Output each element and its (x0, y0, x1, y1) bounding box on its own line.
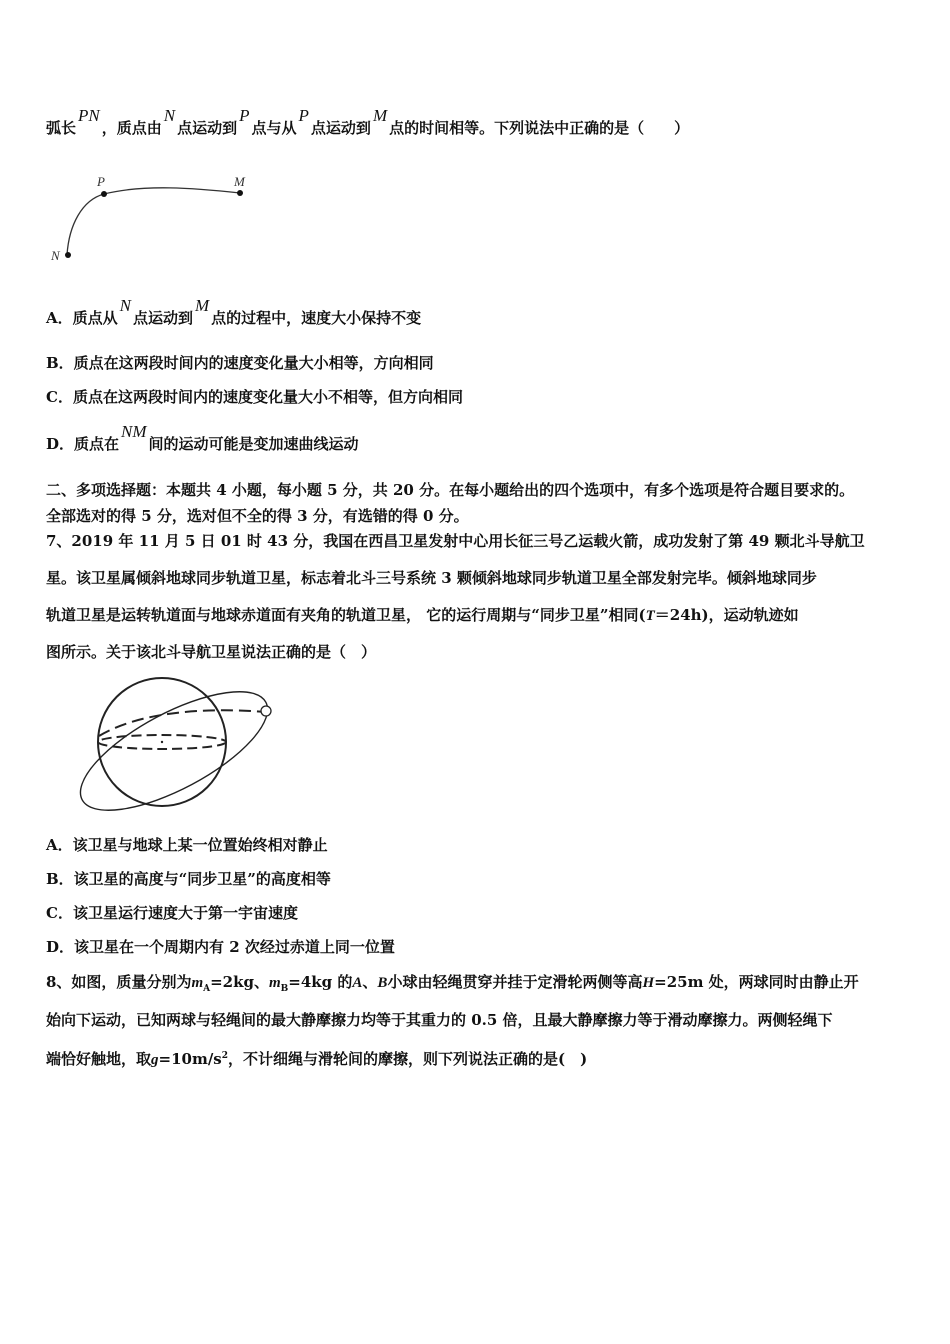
q8-stem-line2: 始向下运动，已知两球与轻绳间的最大静摩擦力均等于其重力的 0.5 倍，且最大静摩擦力等于滑动摩擦力。两侧轻绳下 (46, 1011, 833, 1029)
q7-stem-line2: 星。该卫星属倾斜地球同步轨道卫星，标志着北斗三号系统 3 颗倾斜地球同步轨道卫星全部发射完毕。倾斜地球同步 (46, 569, 817, 587)
q7-option-b[interactable]: B．该卫星的高度与“同步卫星”的高度相等 (46, 870, 331, 888)
q7-option-c[interactable]: C．该卫星运行速度大于第一宇宙速度 (46, 904, 298, 922)
q7-stem-text: 轨道卫星是运转轨道面与地球赤道面有夹角的轨道卫星， 它的运行周期与“同步卫星”相同( (46, 606, 646, 624)
q7-stem-text: ＝24h)，运动轨迹如 (654, 606, 799, 624)
option-text: 点运动到 (132, 309, 193, 327)
var-n: N (119, 296, 131, 315)
q7-stem-line3 (46, 605, 799, 626)
var-p: P (298, 106, 309, 125)
var-m: m (191, 975, 204, 991)
q6-stem-text: 点的时间相等。下列说法中正确的是（ ） (389, 119, 690, 137)
q8-stem-line3 (46, 1046, 587, 1070)
q6-stem-text: 点运动到 (177, 119, 238, 137)
q8-stem-text: 8、如图，质量分别为 (46, 973, 192, 991)
point-p (101, 191, 107, 197)
q6-option-c[interactable]: C．质点在这两段时间内的速度变化量大小不相等，但方向相同 (46, 388, 463, 406)
var-h: H (642, 975, 655, 991)
q6-stem-text: ，质点由 (101, 119, 162, 137)
superscript: 2 (221, 1051, 229, 1061)
option-text: A．质点从 (46, 309, 118, 327)
var-m: M (195, 296, 210, 315)
q8-stem-text: ，不计细绳与滑轮间的摩擦，则下列说法正确的是( ) (228, 1050, 588, 1068)
label-p: P (97, 174, 105, 189)
q8-stem-text: =10m/s (158, 1050, 222, 1068)
option-text: 点的过程中，速度大小保持不变 (211, 309, 422, 327)
curve-figure (44, 170, 264, 270)
q6-option-a[interactable] (46, 296, 422, 328)
var-pn: PN (78, 106, 100, 125)
q6-option-b[interactable]: B．质点在这两段时间内的速度变化量大小相等，方向相同 (46, 354, 434, 372)
section2-heading-line2: 全部选对的得 5 分，选对但不全的得 3 分，有选错的得 0 分。 (46, 507, 469, 525)
trajectory-curve (67, 188, 240, 255)
q8-stem-line1 (46, 972, 859, 999)
point-m (237, 190, 243, 196)
q8-stem-text: =2kg、 (210, 973, 269, 991)
var-m: M (372, 106, 388, 125)
var-b: B (377, 975, 388, 991)
var-n: N (163, 106, 176, 125)
var-t: T (645, 608, 655, 624)
q6-stem-text: 点与从 (251, 119, 297, 137)
section2-heading-line1: 二、多项选择题：本题共 4 小题，每小题 5 分，共 20 分。在每小题给出的四个选项中，有多个选项是符合题目要求的。 (46, 481, 855, 499)
q8-stem-text: =4kg 的 (288, 973, 353, 991)
q7-option-d[interactable]: D．该卫星在一个周期内有 2 次经过赤道上同一位置 (46, 938, 395, 956)
q8-stem-text: =25m 处，两球同时由静止开 (654, 973, 859, 991)
q8-stem-text: 、 (362, 973, 378, 991)
q7-stem-line4: 图所示。关于该北斗导航卫星说法正确的是（ ） (46, 643, 377, 661)
q6-stem (46, 106, 690, 138)
var-g: g (151, 1052, 159, 1068)
var-m: m (269, 975, 281, 991)
q6-stem-text: 弧长 (46, 119, 77, 137)
orbit-hidden-part (99, 710, 266, 736)
q8-stem-text: 小球由轻绳贯穿并挂于定滑轮两侧等高 (387, 973, 643, 991)
q6-option-d[interactable] (46, 422, 359, 454)
point-n (65, 252, 71, 258)
option-text: 间的运动可能是变加速曲线运动 (148, 435, 359, 453)
orbit-figure (44, 672, 284, 812)
q7-stem-line1: 7、2019 年 11 月 5 日 01 时 43 分，我国在西昌卫星发射中心用长征三号乙运载火箭，成功发射了第 49 颗北斗导航卫 (46, 532, 865, 550)
subscript: A (203, 984, 211, 994)
q6-stem-text: 点运动到 (310, 119, 371, 137)
q8-stem-text: 端恰好触地，取 (46, 1050, 152, 1068)
option-text: D．质点在 (46, 435, 120, 453)
satellite-icon (261, 706, 271, 716)
earth-center (161, 741, 163, 743)
label-m: M (234, 174, 245, 189)
q7-option-a[interactable]: A．该卫星与地球上某一位置始终相对静止 (46, 836, 328, 854)
var-a: A (352, 975, 363, 991)
var-p: P (239, 106, 250, 125)
label-n: N (51, 248, 60, 263)
subscript: B (280, 984, 289, 994)
var-nm: NM (121, 422, 147, 441)
